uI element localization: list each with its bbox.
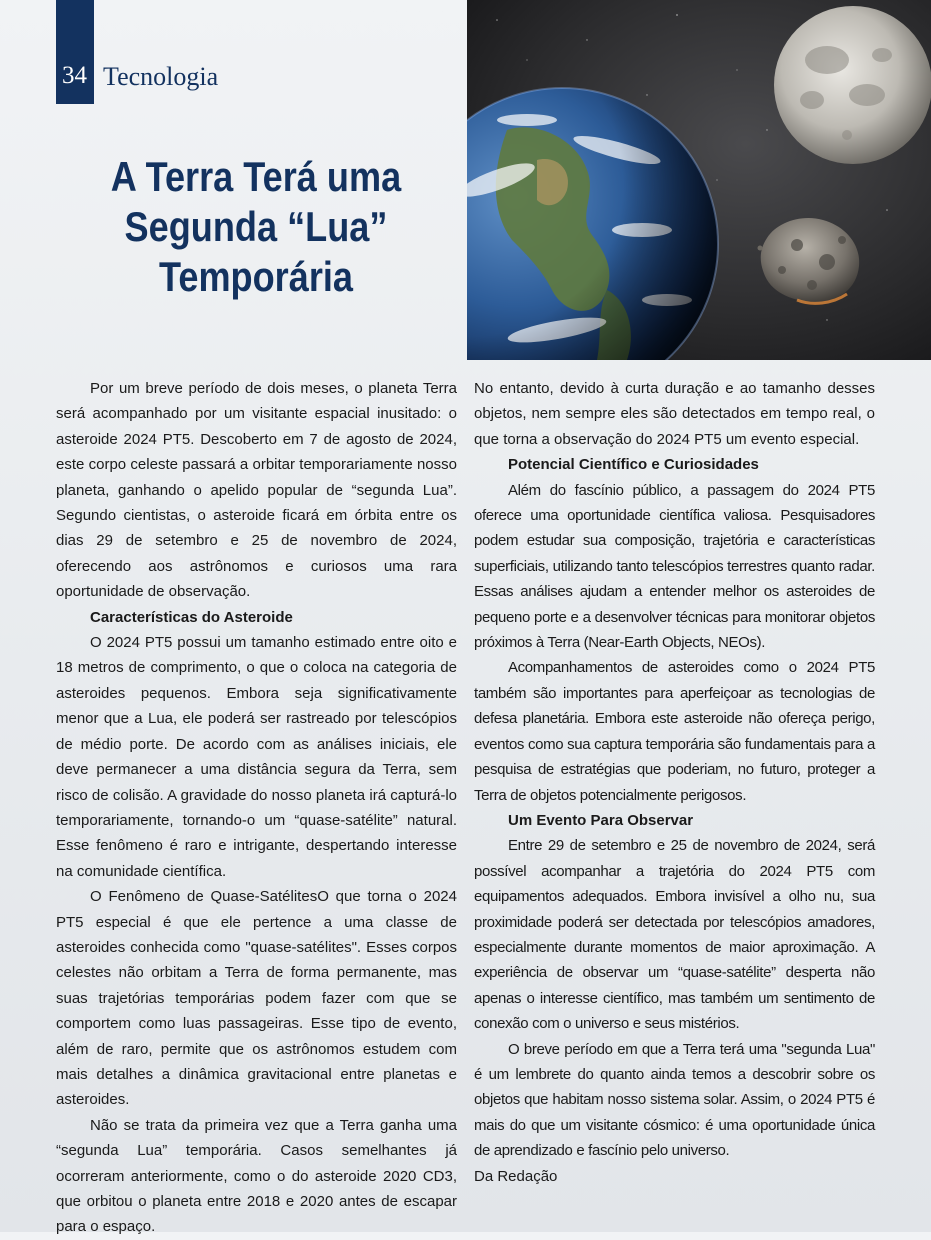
author-signature: Da Redação xyxy=(474,1167,558,1185)
paragraph: Além do fascínio público, a passagem do 2024 PT5 oferece uma oportunidade científica valiosa. Pesquisadores podem estudar sua composição, trajetória e características superficiais, utilizando tanto telescópios terrestres quanto radar. Essas análises ajudam a entender melhor os asteroides de pequeno porte e a desenvolver técnicas para monitorar objetos próximos à Terra (Near-Earth Objects, NEOs). xyxy=(474,481,875,652)
title-line: A Terra Terá uma xyxy=(110,153,402,200)
hero-illustration-earth-moon-asteroid xyxy=(467,0,931,360)
article-column-right xyxy=(474,376,875,1189)
paragraph: O breve período em que a Terra terá uma "segunda Lua" é um lembrete do quanto ainda temos a descobrir sobre os objetos que habitam nosso sistema solar. Assim, o 2024 PT5 é mais do que um visitante cósmico: é uma oportunidade única de aprendizado e fascínio pelo universo. xyxy=(474,1040,875,1160)
paragraph: Por um breve período de dois meses, o planeta Terra será acompanhado por um visitante espacial inusitado: o asteroide 2024 PT5. Descoberto em 7 de agosto de 2024, este corpo celeste passará a orbitar temporariamente nosso planeta, ganhando o apelido popular de “segunda Lua”. Segundo cientistas, o asteroide ficará em órbita entre os dias 29 de setembro e 25 de novembro de 2024, oferecendo aos astrônomos e curiosos uma rara oportunidade de observação. xyxy=(56,380,457,601)
paragraph: Não se trata da primeira vez que a Terra ganha uma “segunda Lua” temporária. Casos semelhantes já ocorreram anteriormente, como o do asteroide 2020 CD3, que orbitou o planeta entre 2018 e 2020 antes de escapar para o espaço. xyxy=(56,1116,457,1236)
page-number: 34 xyxy=(62,62,87,89)
paragraph: O Fenômeno de Quase-SatélitesO que torna o 2024 PT5 especial é que ele pertence a uma classe de asteroides conhecida como "quase-satélites". Esses corpos celestes não orbitam a Terra de forma permanente, mas suas trajetórias temporárias podem fazer com que se comportem como luas passageiras. Esse tipo de evento, além de raro, permite que os astrônomos estudem com mais detalhes a dinâmica gravitacional entre planetas e asteroides. xyxy=(56,888,457,1109)
article-column-left xyxy=(56,376,457,1240)
paragraph: Entre 29 de setembro e 25 de novembro de 2024, será possível acompanhar a trajetória do 2024 PT5 com equipamentos adequados. Embora invisível a olho nu, sua proximidade poderá ser detectada por telescópios amadores, especialmente durante momentos de maior aproximação. A experiência de observar um “quase-satélite” desperta não apenas o interesse científico, mas também um sentimento de conexão com o universo e seus mistérios. xyxy=(474,837,875,1033)
subheading: Um Evento Para Observar xyxy=(508,811,694,829)
title-line: Temporária xyxy=(158,253,354,300)
subheading: Características do Asteroide xyxy=(90,608,293,626)
article-title xyxy=(84,152,428,302)
paragraph-continued: No entanto, devido à curta duração e ao tamanho desses objetos, nem sempre eles são detectados em tempo real, o que torna a observação do 2024 PT5 um evento especial. xyxy=(474,380,875,448)
section-name: Tecnologia xyxy=(103,62,219,91)
paragraph: O 2024 PT5 possui um tamanho estimado entre oito e 18 metros de comprimento, o que o coloca na categoria de asteroides pequenos. Embora seja significativamente menor que a Lua, ele poderá ser rastreado por telescópios de médio porte. De acordo com as análises iniciais, ele deve permanecer a uma distância segura da Terra, sem risco de colisão. A gravidade do nosso planeta irá capturá-lo temporariamente, tornando-o um “quase-satélite” natural. Esse fenômeno é raro e intrigante, despertando interesse na comunidade científica. xyxy=(56,634,457,880)
subheading: Potencial Científico e Curiosidades xyxy=(508,456,759,474)
moon-illustration xyxy=(774,6,931,164)
paragraph: Acompanhamentos de asteroides como o 2024 PT5 também são importantes para aperfeiçoar as tecnologias de defesa planetária. Embora este asteroide não ofereça perigo, eventos como sua captura temporária são fundamentais para a pesquisa de estratégias que poderiam, no futuro, proteger a Terra de objetos potencialmente perigosos. xyxy=(474,659,875,804)
title-line: Segunda “Lua” xyxy=(124,203,388,250)
